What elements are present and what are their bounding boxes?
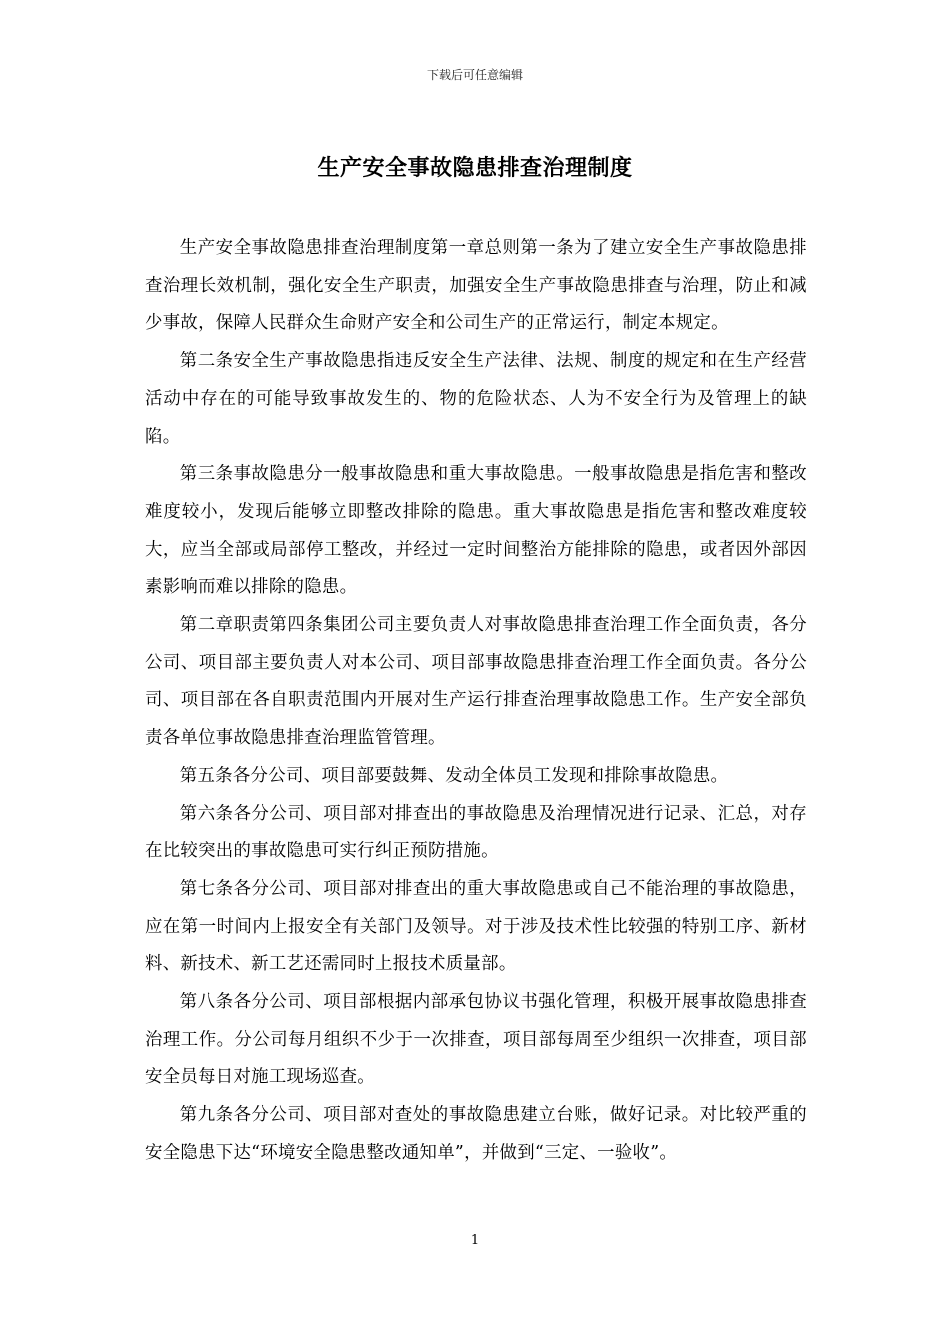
- header-note: 下载后可任意编辑: [426, 68, 523, 82]
- paragraph-article8: 第八条各分公司、项目部根据内部承包协议书强化管理，积极开展事故隐患排查治理工作。分公司每月组织不少于一次排查，项目部每周至少组织一次排查，项目部安全员每日对施工现场巡查。: [145, 992, 807, 1088]
- page-number: 1: [470, 1233, 480, 1248]
- paragraph-article7: 第七条各分公司、项目部对排查出的重大事故隐患或自己不能治理的事故隐患，应在第一时间内上报安全有关部门及领导。对于涉及技术性比较强的特别工序、新材料、新技术、新工艺还需同时上报技术质量部。: [145, 878, 807, 975]
- paragraph-article6: 第六条各分公司、项目部对排查出的事故隐患及治理情况进行记录、汇总，对存在比较突出的事故隐患可实行纠正预防措施。: [145, 803, 807, 862]
- paragraph-chapter1-article1: 生产安全事故隐患排查治理制度第一章总则第一条为了建立安全生产事故隐患排查治理长效机制，强化安全生产职责，加强安全生产事故隐患排查与治理，防止和减少事故，保障人民群众生命财产安全和公司生产的正常运行，制定本规定。: [145, 238, 807, 334]
- document-title: 生产安全事故隐患排查治理制度: [317, 156, 633, 181]
- paragraph-article2: 第二条安全生产事故隐患指违反安全生产法律、法规、制度的规定和在生产经营活动中存在的可能导致事故发生的、物的危险状态、人为不安全行为及管理上的缺陷。: [145, 351, 807, 447]
- paragraph-chapter2-article4: 第二章职责第四条集团公司主要负责人对事故隐患排查治理工作全面负责，各分公司、项目部主要负责人对本公司、项目部事故隐患排查治理工作全面负责。各分公司、项目部在各自职责范围内开展对生产运行排查治理事故隐患工作。生产安全部负责各单位事故隐患排查治理监管管理。: [145, 615, 807, 749]
- paragraph-article3: 第三条事故隐患分一般事故隐患和重大事故隐患。一般事故隐患是指危害和整改难度较小，发现后能够立即整改排除的隐患。重大事故隐患是指危害和整改难度较大，应当全部或局部停工整改，并经过一定时间整治方能排除的隐患，或者因外部因素影响而难以排除的隐患。: [145, 464, 807, 598]
- document-body: [145, 230, 807, 1173]
- paragraph-article9: 第九条各分公司、项目部对查处的事故隐患建立台账，做好记录。对比较严重的安全隐患下达“环境安全隐患整改通知单”，并做到“三定、一验收”。: [145, 1105, 807, 1163]
- paragraph-article5: 第五条各分公司、项目部要鼓舞、发动全体员工发现和排除事故隐患。: [179, 765, 729, 786]
